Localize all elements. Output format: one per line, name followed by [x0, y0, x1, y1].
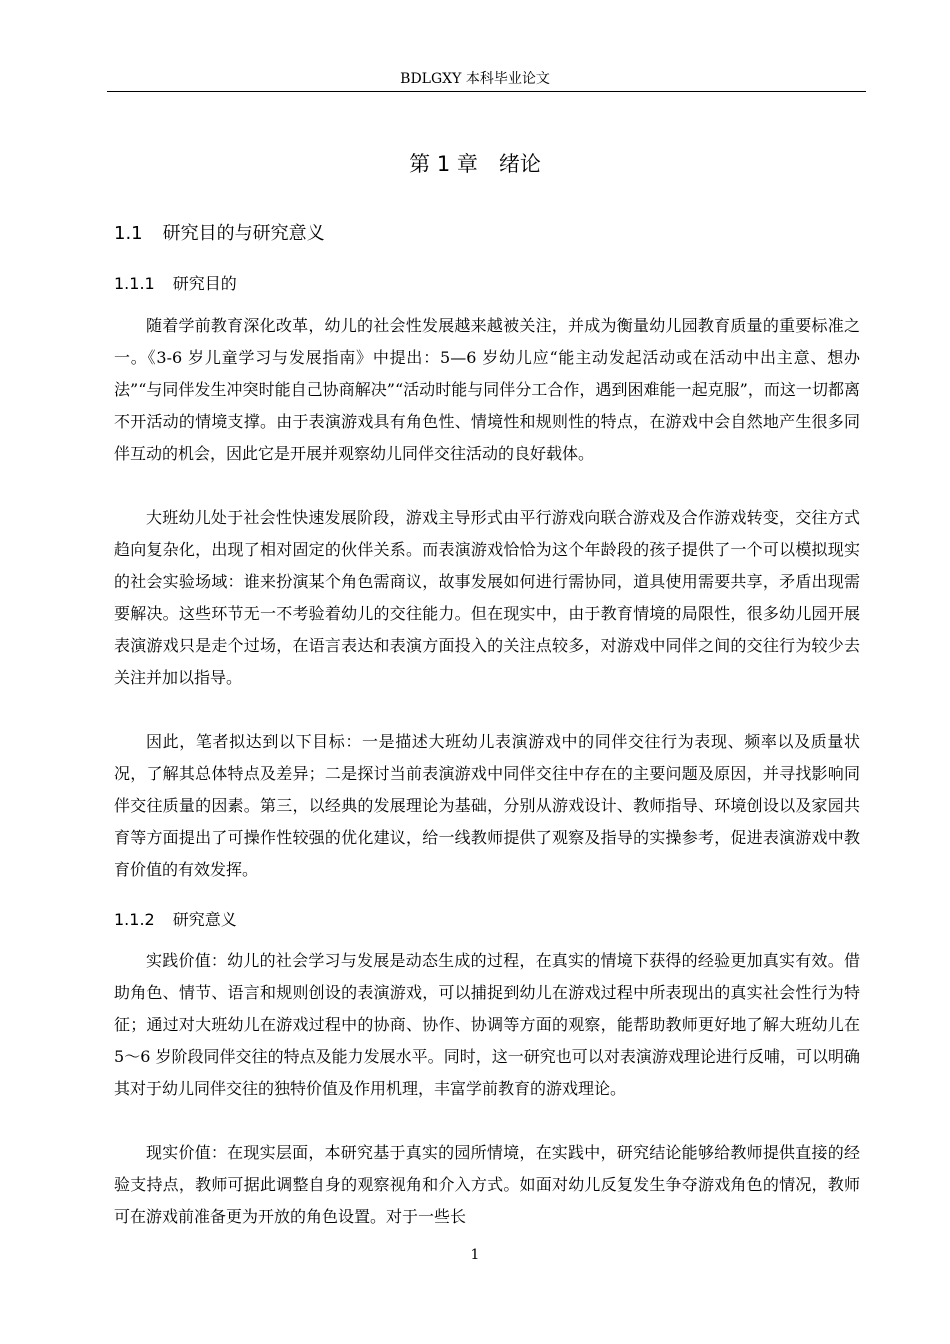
- running-header: BDLGXY 本科毕业论文: [400, 71, 550, 87]
- section-number: 1.1: [114, 223, 143, 244]
- subsection-heading-1-1-2: [114, 909, 237, 931]
- chapter-title: 第 1 章 绪论: [409, 152, 541, 176]
- subsection-title: 研究意义: [172, 910, 237, 929]
- subsection-number: 1.1.2: [114, 910, 155, 929]
- section-title: 研究目的与研究意义: [162, 223, 325, 244]
- paragraph: 大班幼儿处于社会性快速发展阶段，游戏主导形式由平行游戏向联合游戏及合作游戏转变，交往方式趋向复杂化，出现了相对固定的伙伴关系。而表演游戏恰恰为这个年龄段的孩子提供了一个可以模拟现实的社会实验场域：谁来扮演某个角色需商议，故事发展如何进行需协同，道具使用需要共享，矛盾出现需要解决。这些环节无一不考验着幼儿的交往能力。但在现实中，由于教育情境的局限性，很多幼儿园开展表演游戏只是走个过场，在语言表达和表演方面投入的关注点较多，对游戏中同伴之间的交往行为较少去关注并加以指导。: [114, 508, 860, 687]
- subsection-heading-1-1-1: [114, 273, 237, 295]
- paragraph: 实践价值：幼儿的社会学习与发展是动态生成的过程，在真实的情境下获得的经验更加真实有效。借助角色、情节、语言和规则创设的表演游戏，可以捕捉到幼儿在游戏过程中所表现出的真实社会性行为特征；通过对大班幼儿在游戏过程中的协商、协作、协调等方面的观察，能帮助教师更好地了解大班幼儿在 5～6 岁阶段同伴交往的特点及能力发展水平。同时，这一研究也可以对表演游戏理论进行反哺，可以明确其对于幼儿同伴交往的独特价值及作用机理，丰富学前教育的游戏理论。: [114, 951, 860, 1098]
- paragraph: 因此，笔者拟达到以下目标：一是描述大班幼儿表演游戏中的同伴交往行为表现、频率以及质量状况，了解其总体特点及差异；二是探讨当前表演游戏中同伴交往中存在的主要问题及原因，并寻找影响同伴交往质量的因素。第三，以经典的发展理论为基础，分别从游戏设计、教师指导、环境创设以及家园共育等方面提出了可操作性较强的优化建议，给一线教师提供了观察及指导的实操参考，促进表演游戏中教育价值的有效发挥。: [114, 732, 860, 879]
- subsection-number: 1.1.1: [114, 274, 155, 293]
- section-heading-1-1: [114, 222, 325, 246]
- paragraph: 现实价值：在现实层面，本研究基于真实的园所情境，在实践中，研究结论能够给教师提供直接的经验支持点，教师可据此调整自身的观察视角和介入方式。如面对幼儿反复发生争夺游戏角色的情况，教师可在游戏前准备更为开放的角色设置。对于一些长: [114, 1143, 860, 1226]
- page-number: 1: [470, 1247, 480, 1263]
- header-rule: [107, 91, 866, 92]
- subsection-title: 研究目的: [172, 274, 237, 293]
- paragraph: 随着学前教育深化改革，幼儿的社会性发展越来越被关注，并成为衡量幼儿园教育质量的重要标准之一。《3-6 岁儿童学习与发展指南》中提出：5—6 岁幼儿应“能主动发起活动或在活动中出主意、想办法”“与同伴发生冲突时能自己协商解决”“活动时能与同伴分工合作，遇到困难能一起克服”，而这一切都离不开活动的情境支撑。由于表演游戏具有角色性、情境性和规则性的特点，在游戏中会自然地产生很多同伴互动的机会，因此它是开展并观察幼儿同伴交往活动的良好载体。: [114, 316, 860, 463]
